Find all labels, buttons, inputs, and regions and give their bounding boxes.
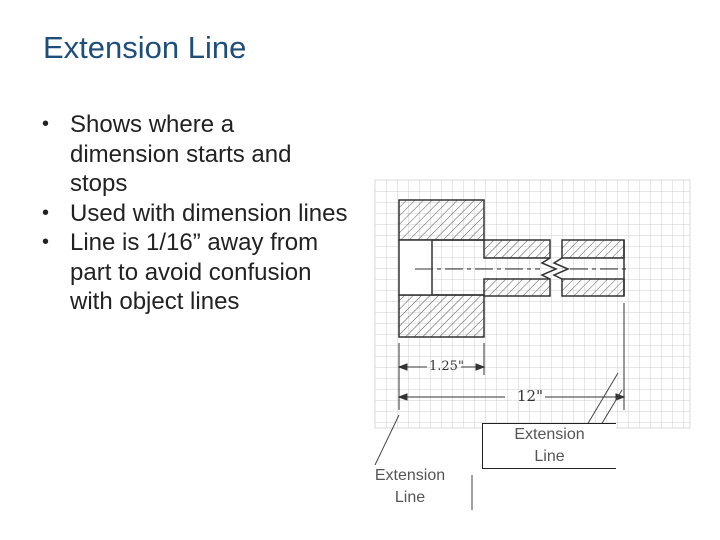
dimension-large-text: 12" <box>517 387 543 405</box>
callout-right-line1: Extension <box>514 426 585 443</box>
bullet-text: Line is 1/16” away from part to avoid confusion with object lines <box>70 229 319 315</box>
callout-right-line2: Line <box>534 448 565 465</box>
callout-label-right <box>483 424 616 468</box>
bullet-text: Used with dimension lines <box>70 199 348 227</box>
dimension-small-text: 1.25" <box>429 359 464 374</box>
callout-box <box>482 423 616 469</box>
callout-left-line1: Extension <box>374 467 446 484</box>
slide-title: Extension Line <box>43 30 247 65</box>
bullet-icon: • <box>42 231 50 253</box>
bullet-text: Shows where a dimension starts and stops <box>70 111 292 197</box>
drawing-figure <box>355 175 710 520</box>
callout-left-line2: Line <box>394 489 426 506</box>
bullet-item <box>40 228 350 317</box>
callout-label-left <box>360 465 460 509</box>
bullet-item <box>40 110 350 199</box>
bullet-item <box>40 199 350 229</box>
bullet-icon: • <box>42 201 50 224</box>
bullet-icon: • <box>42 113 50 135</box>
bullet-list <box>40 110 350 317</box>
